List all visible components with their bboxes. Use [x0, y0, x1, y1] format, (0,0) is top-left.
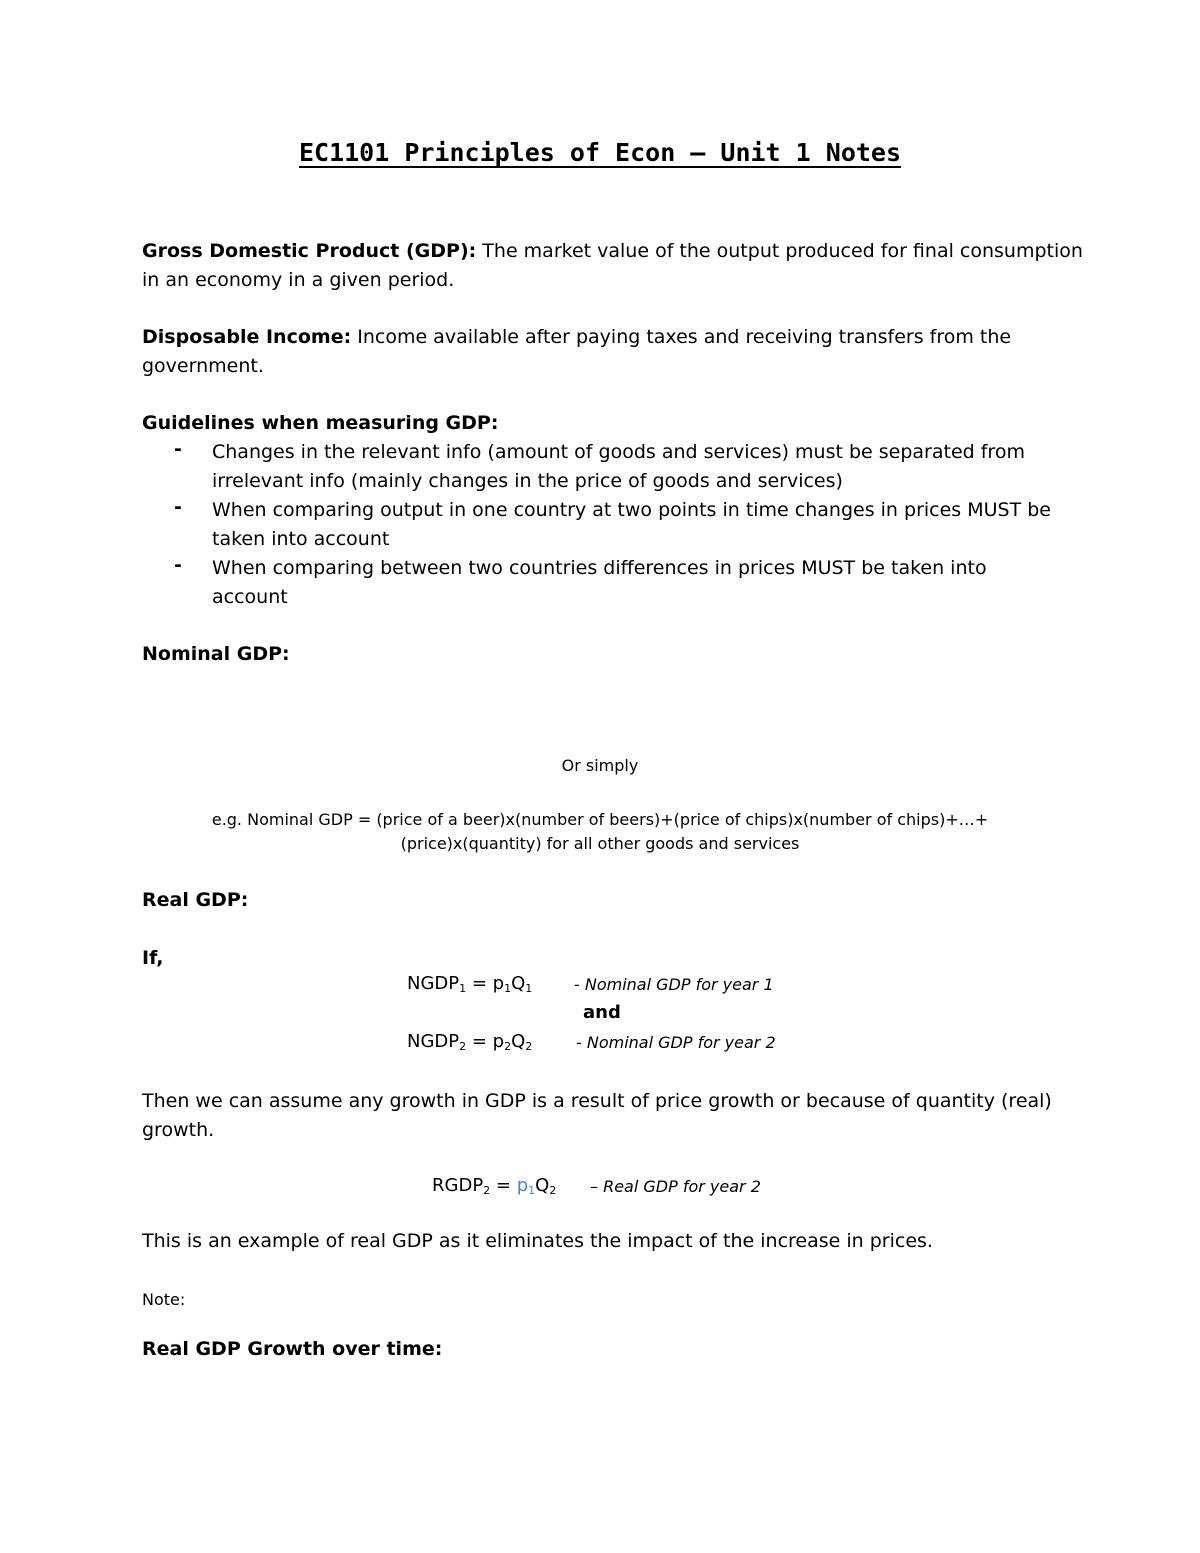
bullet-dash: - — [174, 554, 182, 576]
guideline-item-line1: When comparing output in one country at two points in time changes in prices MUST be — [212, 499, 1051, 521]
real-gdp-example-statement: This is an example of real GDP as it eliminates the impact of the increase in prices. — [142, 1230, 933, 1252]
rgdp2-note: – Real GDP for year 2 — [590, 1177, 761, 1196]
guideline-item — [212, 438, 1025, 496]
gdp-term: Gross Domestic Product (GDP): — [142, 240, 477, 262]
ngdp1-note: - Nominal GDP for year 1 — [574, 975, 774, 994]
real-gdp-heading: Real GDP: — [142, 889, 249, 911]
ngdp2-formula: $NGDP_2 = p_2Q_2$ — [407, 1031, 533, 1053]
guideline-item — [212, 496, 1051, 554]
gdp-definition-line1: The market value of the output produced for final consumption — [476, 240, 1083, 262]
nominal-gdp-example — [0, 808, 1200, 856]
document-title: EC1101 Principles of Econ – Unit 1 Notes — [298, 138, 902, 167]
ngdp1-formula: $NGDP_1 = p_1Q_1$ — [407, 973, 533, 995]
ngdp2-note: - Nominal GDP for year 2 — [576, 1033, 776, 1052]
bullet-dash: - — [174, 438, 182, 460]
gdp-definition-line2: in an economy in a given period. — [142, 269, 455, 291]
guideline-item-line1: Changes in the relevant info (amount of goods and services) must be separated from — [212, 441, 1025, 463]
guidelines-heading: Guidelines when measuring GDP: — [142, 412, 499, 434]
disposable-definition-line1: Income available after paying taxes and receiving transfers from the — [351, 326, 1012, 348]
if-text: If, — [142, 947, 164, 969]
guideline-item-line2: taken into account — [212, 528, 390, 550]
guideline-item — [212, 554, 987, 612]
disposable-income-definition — [142, 323, 1011, 381]
guideline-item-line2: irrelevant info (mainly changes in the price of goods and services) — [212, 470, 843, 492]
rgdp2-formula: $RGDP_2 = p_1Q_2$ — [432, 1175, 557, 1197]
disposable-definition-line2: government. — [142, 355, 264, 377]
gdp-definition — [142, 237, 1083, 295]
guideline-item-line1: When comparing between two countries differences in prices MUST be taken into — [212, 557, 987, 579]
disposable-term: Disposable Income: — [142, 326, 352, 348]
bullet-dash: - — [174, 496, 182, 518]
price-growth-statement — [142, 1087, 1052, 1145]
nominal-gdp-heading: Nominal GDP: — [142, 643, 290, 665]
real-gdp-growth-heading: Real GDP Growth over time: — [142, 1338, 443, 1360]
or-simply-text: Or simply — [561, 756, 639, 775]
highlighted-base-price: $p_1$ — [516, 1175, 536, 1197]
and-text: and — [583, 1002, 621, 1023]
statement-line2: growth. — [142, 1119, 215, 1141]
note-label: Note: — [142, 1290, 186, 1309]
statement-line1: Then we can assume any growth in GDP is a result of price growth or because of quantity (real) — [142, 1090, 1052, 1112]
guideline-item-line2: account — [212, 586, 288, 608]
example-line2: (price)x(quantity) for all other goods and services — [400, 834, 800, 853]
example-line1: e.g. Nominal GDP = (price of a beer)x(number of beers)+(price of chips)x(number of chips)+…+ — [211, 810, 989, 829]
